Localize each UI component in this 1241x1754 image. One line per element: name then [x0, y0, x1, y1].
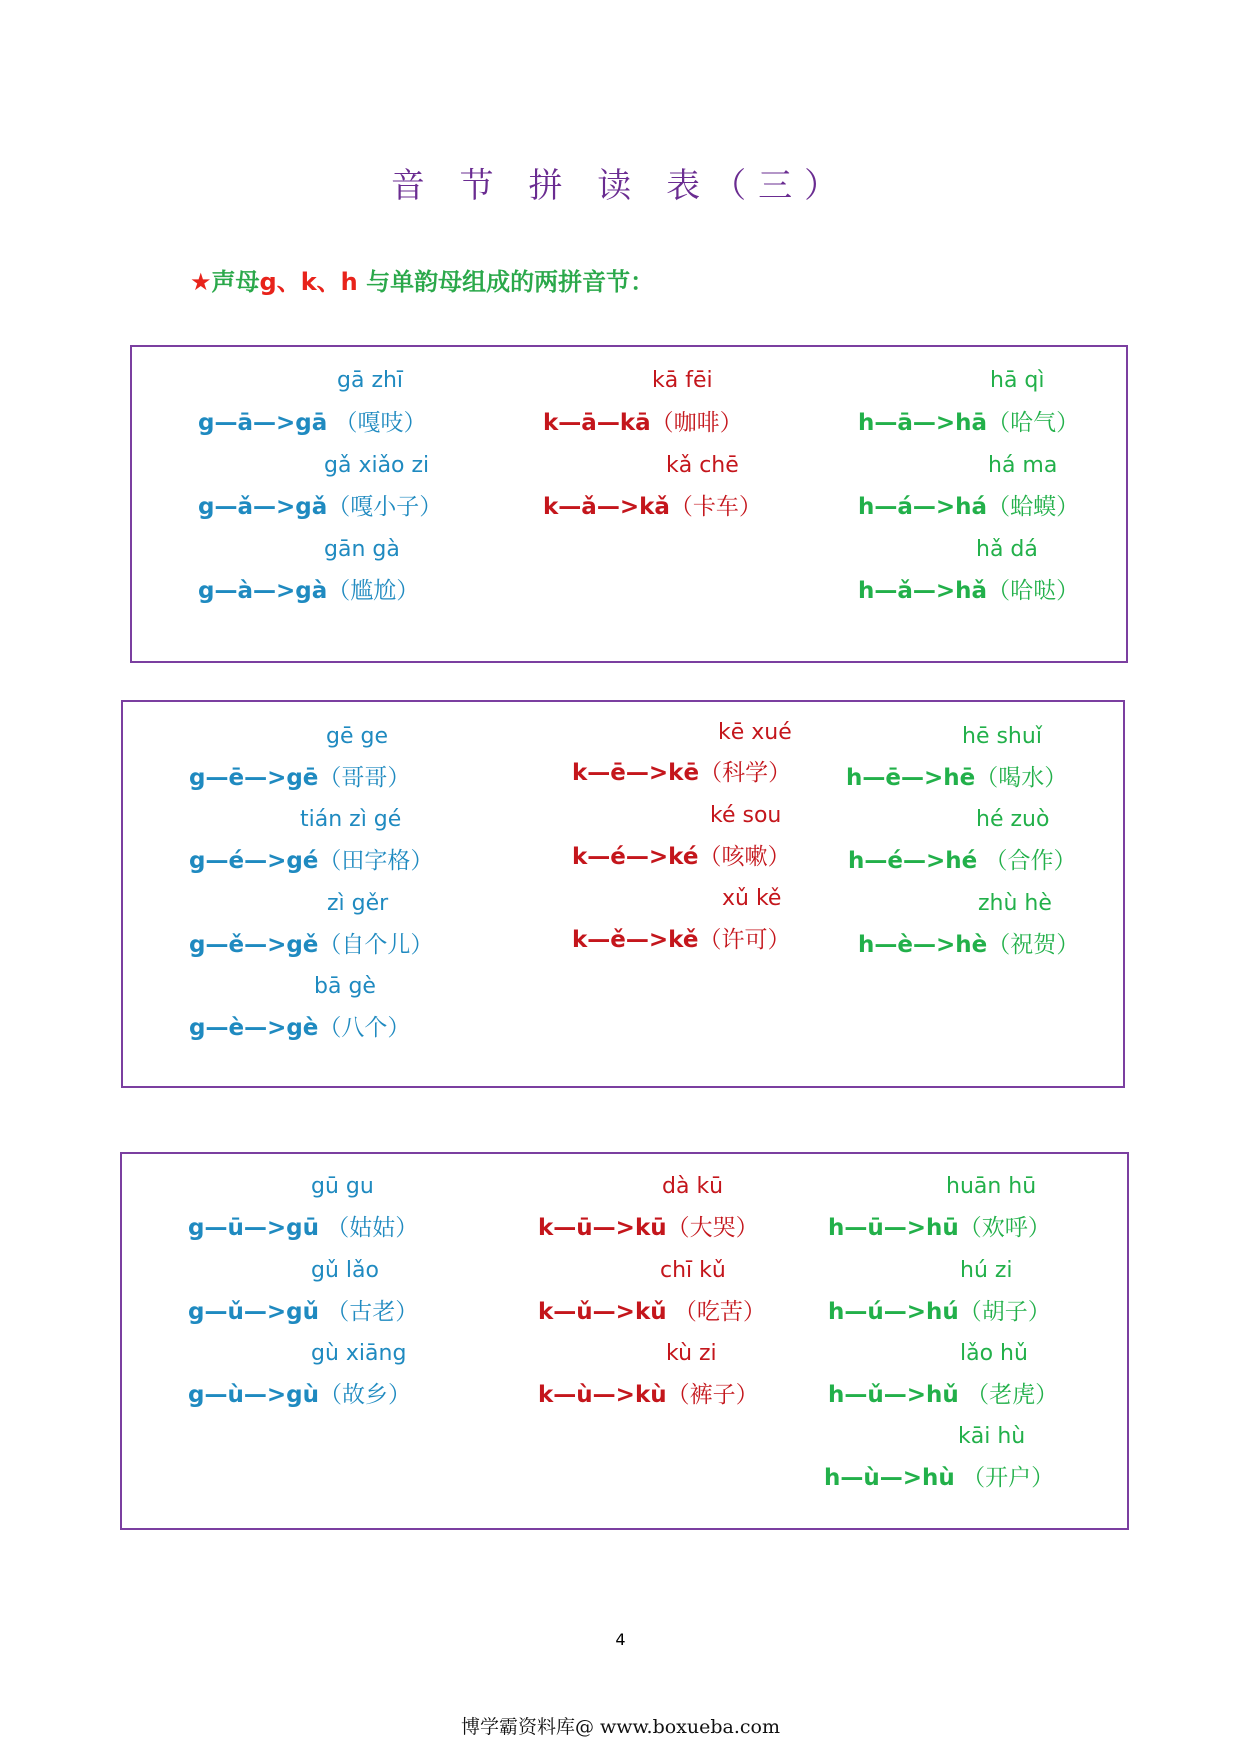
pinyin-line: hē shuǐ: [962, 724, 1042, 749]
syllable-formula: h—ú—>hú（胡子）: [828, 1299, 1051, 1325]
pinyin-line: kā fēi: [652, 368, 713, 393]
syllable-formula: g—ě—>gě（自个儿）: [189, 932, 434, 958]
syllable-formula: g—ǔ—>gǔ （古老）: [188, 1299, 419, 1325]
syllable-formula: g—è—>gè（八个）: [189, 1015, 411, 1041]
syllable-formula: h—ǔ—>hǔ （老虎）: [828, 1382, 1059, 1408]
pinyin-line: gǔ lǎo: [311, 1258, 379, 1283]
pinyin-line: chī kǔ: [660, 1258, 726, 1283]
subtitle-letters: g、k、h: [259, 268, 358, 296]
syllable-formula: h—ū—>hū（欢呼）: [828, 1215, 1051, 1241]
syllable-formula: k—é—>ké（咳嗽）: [572, 844, 791, 870]
syllable-formula: k—ù—>kù（裤子）: [538, 1382, 759, 1408]
subtitle-suffix: 与单韵母组成的两拼音节：: [357, 268, 655, 296]
syllable-formula: h—ē—>hē（喝水）: [846, 765, 1068, 791]
pinyin-line: há ma: [988, 453, 1058, 478]
pinyin-line: kǎ chē: [666, 453, 739, 478]
pinyin-line: gù xiāng: [311, 1341, 407, 1366]
pinyin-line: bā gè: [314, 974, 376, 999]
syllable-formula: g—ā—>gā （嘎吱）: [198, 410, 427, 436]
pinyin-line: kāi hù: [958, 1424, 1026, 1449]
syllable-formula: g—ē—>gē（哥哥）: [189, 765, 411, 791]
pinyin-line: lǎo hǔ: [960, 1341, 1028, 1366]
pinyin-line: gū gu: [311, 1174, 374, 1199]
pinyin-line: zì gěr: [327, 891, 389, 916]
pinyin-line: kē xué: [718, 720, 792, 745]
pinyin-line: huān hū: [946, 1174, 1037, 1199]
pinyin-line: ké sou: [710, 803, 782, 828]
syllable-formula: k—ǎ—>kǎ（卡车）: [543, 494, 762, 520]
syllable-formula: h—ǎ—>hǎ（哈哒）: [858, 578, 1080, 604]
pinyin-line: gē ge: [326, 724, 388, 749]
syllable-formula: k—ū—>kū（大哭）: [538, 1215, 759, 1241]
pinyin-line: dà kū: [662, 1174, 724, 1199]
syllable-formula: k—ā—kā（咖啡）: [543, 410, 743, 436]
pinyin-line: hā qì: [990, 368, 1045, 393]
pinyin-line: hé zuò: [976, 807, 1050, 832]
pinyin-line: tián zì gé: [300, 807, 402, 832]
syllable-formula: k—ě—>kě（许可）: [572, 927, 791, 953]
syllable-formula: k—ē—>kē（科学）: [572, 760, 792, 786]
syllable-formula: h—é—>hé （合作）: [848, 848, 1077, 874]
footer-watermark: 博学霸资料库@ www.boxueba.com: [460, 1716, 781, 1738]
pinyin-line: zhù hè: [978, 891, 1052, 916]
page-title: 音 节 拼 读 表（三）: [390, 166, 851, 206]
section-subtitle: [190, 262, 654, 297]
subtitle-prefix: 声母: [211, 268, 260, 296]
syllable-formula: g—é—>gé（田字格）: [189, 848, 434, 874]
pinyin-line: hǎ dá: [976, 537, 1038, 562]
syllable-formula: k—ǔ—>kǔ （吃苦）: [538, 1299, 766, 1325]
syllable-formula: g—ǎ—>gǎ（嘎小子）: [198, 494, 443, 520]
syllable-formula: h—è—>hè（祝贺）: [858, 932, 1080, 958]
page-number: 4: [615, 1630, 626, 1649]
syllable-formula: h—ā—>hā（哈气）: [858, 410, 1080, 436]
pinyin-line: hú zi: [960, 1258, 1013, 1283]
syllable-formula: g—ū—>gū （姑姑）: [188, 1215, 419, 1241]
star-icon: ★: [190, 268, 212, 296]
pinyin-line: gā zhī: [337, 368, 404, 393]
syllable-formula: g—à—>gà（尴尬）: [198, 578, 420, 604]
syllable-formula: h—ù—>hù （开户）: [824, 1465, 1055, 1491]
syllable-formula: g—ù—>gù（故乡）: [188, 1382, 411, 1408]
pinyin-line: xǔ kě: [722, 886, 782, 911]
pinyin-line: gǎ xiǎo zi: [324, 453, 430, 478]
pinyin-line: gān gà: [324, 537, 400, 562]
syllable-formula: h—á—>há（蛤蟆）: [858, 494, 1080, 520]
pinyin-line: kù zi: [666, 1341, 717, 1366]
